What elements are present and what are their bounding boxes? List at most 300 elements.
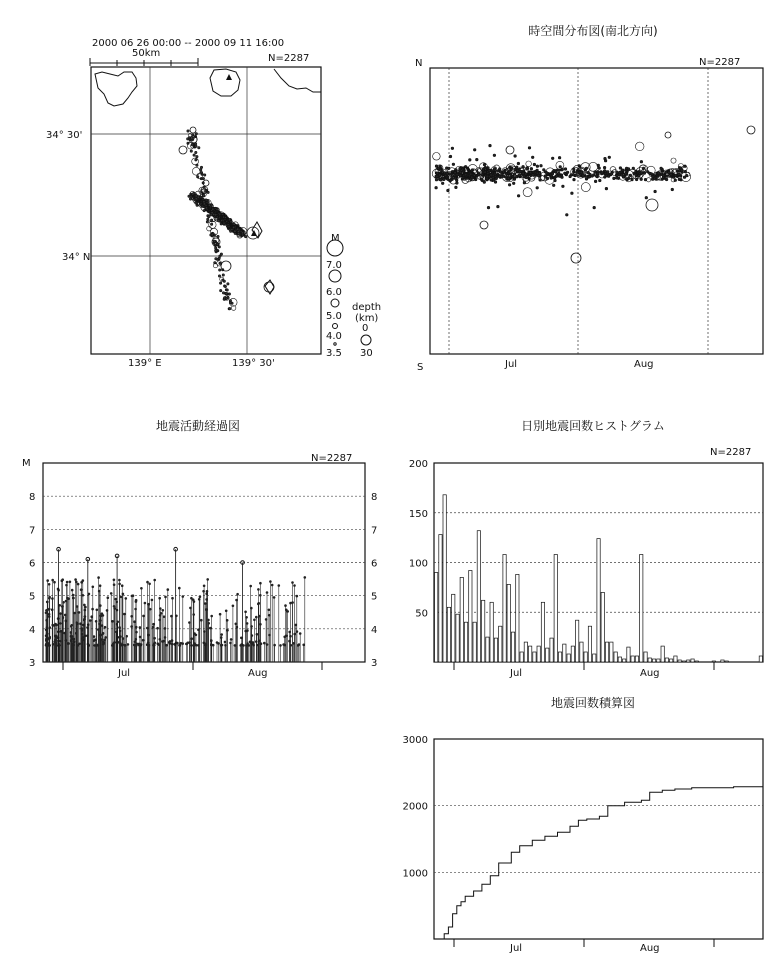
map-event-dot [206,221,208,223]
spacetime-event [640,172,643,175]
magtime-event-dot [290,644,293,647]
legend-m-3-5: 3.5 [326,348,342,359]
izu-peninsula-coast [274,69,321,92]
legend-m-title: M [331,233,340,244]
spacetime-event [436,172,439,175]
map-event-dot [193,154,195,156]
spacetime-event [649,172,652,175]
spacetime-event [647,178,651,182]
map-event-dot [195,202,197,204]
magtime-event-dot [86,634,89,637]
histogram-bar [759,656,762,662]
magtime-event-dot [236,593,239,596]
spacetime-event [559,166,562,169]
magtime-event-dot [257,644,260,647]
spacetime-event [454,177,457,180]
magtime-event-dot [159,614,162,617]
magtime-event-dot [118,641,121,644]
magtime-event-dot [100,615,103,618]
spacetime-event [666,175,669,178]
histogram-bar [503,555,506,663]
spacetime-event [455,186,458,189]
map-event-dot [220,289,222,291]
histogram-bar [452,594,455,662]
map-event-dot [200,169,202,171]
histogram-bar [721,660,724,662]
magtime-event-dot [205,608,208,611]
histogram-bar [682,661,685,662]
magtime-event-dot [209,627,212,630]
spacetime-event [595,175,598,178]
map-event-dot [187,130,189,132]
spacetime-event [620,174,623,177]
map-event-dot [205,207,207,209]
spacetime-event [619,167,622,170]
spacetime-event [610,173,613,176]
spacetime-event [525,176,528,179]
spacetime-event [645,196,648,199]
magtime-event-dot [84,609,87,612]
magtime-event-dot [188,621,191,624]
magtime-event-dot [271,584,274,587]
magtime-event-dot [235,623,238,626]
histogram-bar [482,600,485,662]
magtime-event-dot [164,627,167,630]
histogram-bar [691,659,694,662]
spacetime-event [599,179,602,182]
spacetime-event [585,167,588,170]
spacetime-event [621,169,624,172]
map-event-dot [234,230,236,232]
magtime-event-dot [161,640,164,643]
spacetime-event [671,188,674,191]
magtime-event-dot [269,580,272,583]
magtime-event-dot [259,594,262,597]
spacetime-event [497,205,500,208]
magtime-event-dot [244,611,247,614]
spacetime-event [674,174,677,177]
magtime-event-dot [140,587,143,590]
magtime-event-dot [98,623,101,626]
spacetime-event [624,173,627,176]
spacetime-event [662,174,665,177]
spacetime-event [674,179,677,182]
histogram-bar [657,659,660,662]
map-event-large [179,146,187,154]
histogram-tick-jul: Jul [510,668,523,679]
spacetime-event [566,214,569,217]
magtime-event-dot [188,641,191,644]
lat-label-34n: 34° N [62,252,91,263]
magtime-event-dot [164,596,167,599]
map-event-dot [189,198,191,200]
magtime-event-dot [118,626,121,629]
spacetime-event [594,171,597,174]
magtime-event-dot [72,597,75,600]
magtime-event-dot [70,638,73,641]
spacetime-events [432,126,755,263]
spacetime-south-label: S [417,362,424,373]
spacetime-event [490,179,493,182]
magtime-event-dot [190,644,193,647]
spacetime-tick-jul: Jul [505,359,518,370]
histogram-bar [687,660,690,662]
magtime-event-dot [122,593,125,596]
magtime-event-dot [67,642,70,645]
magtime-event-dot [265,618,268,621]
spacetime-event [459,174,462,177]
spacetime-event [451,176,454,179]
magtime-event-dot [69,581,72,584]
spacetime-event [627,168,630,171]
spacetime-event [588,176,591,179]
map-event-dot [196,155,198,157]
magtime-event-dot [246,622,249,625]
magtime-event-dot [72,594,75,597]
magtime-event-dot [171,597,174,600]
spacetime-event [493,154,496,157]
magtime-event-dot [78,611,81,614]
histogram-ytick: 100 [408,558,428,570]
spacetime-event [566,171,569,174]
map-event-dot [192,167,200,175]
magtime-event-dot [101,633,104,636]
magtime-event-dot [142,639,145,642]
spacetime-event-large [747,126,755,134]
magtime-tick-aug: Aug [248,668,268,679]
histogram-bar [665,658,668,662]
magtime-event-dot [98,590,101,593]
magnitude-legend [326,233,343,359]
magtime-event-dot [59,622,62,625]
spacetime-event [452,163,455,166]
spacetime-event [480,178,483,181]
magtime-ylabel: M [22,458,31,469]
spacetime-event [640,160,643,163]
map-event-dot [219,269,221,271]
magtime-event-dot [121,643,124,646]
magtime-event-dot [273,644,276,647]
spacetime-event [443,178,446,181]
depth-legend [352,302,381,359]
cumulative-panel [403,695,763,954]
spacetime-event [486,175,489,178]
spacetime-event [499,170,502,173]
magtime-event-dot [93,635,96,638]
spacetime-event [627,177,630,180]
spacetime-event [517,162,520,165]
histogram-bar [644,652,647,662]
histogram-bar [546,648,549,662]
spacetime-event [671,158,676,163]
map-event-dot [223,297,225,299]
spacetime-event [546,177,549,180]
magtime-event-dot [163,615,166,618]
toshima-island [210,69,240,96]
magtime-event-dot [190,637,193,640]
magtime-event-dot [111,644,114,647]
spacetime-frame [430,68,763,354]
magtime-event-dot [148,583,151,586]
histogram-panel [409,418,763,679]
map-event-dot [210,219,212,221]
map-event-dot [228,218,230,220]
spacetime-event [608,156,611,159]
spacetime-event [513,178,516,181]
map-event-dot [195,151,197,153]
spacetime-event [516,169,519,172]
spacetime-event [605,187,608,190]
magtime-event-dot [99,619,102,622]
histogram-tick-aug: Aug [640,668,660,679]
spacetime-event [685,174,688,177]
histogram-bar [670,659,673,662]
magtime-event-dot [200,619,203,622]
map-events [179,127,274,310]
magtime-event-dot [205,592,208,595]
spacetime-event [581,183,590,192]
map-event-dot [207,218,209,220]
magtime-event-dot [255,616,258,619]
magtime-event-dot [151,599,154,602]
map-event-dot [210,223,212,225]
spacetime-event [598,167,601,170]
magtime-event-dot [278,584,281,587]
map-event-dot [195,195,197,197]
magtime-event-dot [119,630,122,633]
magtime-event-dot [162,609,165,612]
spacetime-event [576,171,579,174]
magtime-event-dot [71,589,74,592]
spacetime-event [616,177,619,180]
spacetime-event [514,155,517,158]
map-event-dot [191,144,193,146]
magtime-event-dot [193,600,196,603]
spacetime-event [461,168,464,171]
spacetime-event [582,175,585,178]
magtime-event-dot [253,619,256,622]
magtime-event-dot [217,642,220,645]
magtime-event-dot [97,576,100,579]
cumulative-frame [434,739,763,939]
magtime-event-dot [77,583,80,586]
cumulative-ytick: 2000 [402,801,428,813]
spacetime-event [573,178,576,181]
spacetime-event [554,170,557,173]
spacetime-event [448,167,451,170]
spacetime-event [559,175,562,178]
legend-depth-0: 0 [362,323,369,334]
magtime-event-dot [91,608,94,611]
magtime-event-dot [97,628,100,631]
magtime-event-dot [131,595,134,598]
spacetime-event [525,173,528,176]
magtime-event-dot [84,615,87,618]
cumulative-line [440,787,763,940]
magtime-event-dot [302,644,305,647]
spacetime-event [469,173,472,176]
map-event-dot [220,253,222,255]
spacetime-event [604,159,607,162]
magtime-event-dot [230,638,233,641]
magtime-event-dot [299,632,302,635]
magtime-event-dot [259,623,262,626]
spacetime-event [678,173,681,176]
spacetime-event [616,171,619,174]
spacetime-event-large [480,221,488,229]
spacetime-event [644,178,647,181]
histogram-bar [648,658,651,662]
spacetime-event [533,163,536,166]
map-event-dot [202,177,204,179]
magtime-event-dot [212,644,215,647]
map-event-dot [225,292,227,294]
histogram-bar [507,584,510,662]
spacetime-event [536,187,539,190]
spacetime-event [530,167,533,170]
spacetime-event [593,206,596,209]
magtime-event-dot [189,607,192,610]
magtime-title: 地震活動経過図 [155,419,241,433]
map-event-dot [218,246,220,248]
spacetime-event [449,155,452,158]
spacetime-event [494,181,497,184]
magtime-event-dot [295,624,298,627]
magtime-event-dot [51,579,54,582]
magtime-event-dot [229,642,232,645]
map-event-large [221,261,231,271]
histogram-bar [571,646,574,662]
magtime-event-dot [156,627,159,630]
spacetime-event [562,185,565,188]
magtime-event-dot [55,644,58,647]
spacetime-event [476,158,479,161]
magtime-event-dot [65,584,68,587]
spacetime-event [459,167,462,170]
map-event-dot [222,292,224,294]
magtime-event-dot [84,606,87,609]
histogram-bar [473,622,476,662]
spacetime-event [441,182,444,185]
spacetime-event [497,170,500,173]
magtime-ytick-right: 7 [371,525,378,537]
spacetime-event [483,163,486,166]
spacetime-event [517,195,520,198]
magtime-event-dot [182,595,185,598]
spacetime-event [447,189,450,192]
magtime-event-dot [48,596,51,599]
histogram-bar [627,647,630,662]
spacetime-event [433,153,441,161]
map-event-dot [208,215,210,217]
magtime-event-dot [210,615,213,618]
magtime-event-dot [178,587,181,590]
magtime-event-dot [206,578,209,581]
map-event-dot [215,249,217,251]
magtime-event-dot [152,623,155,626]
spacetime-event [488,169,491,172]
spacetime-event [490,174,493,177]
magtime-event-dot [284,604,287,607]
magtime-event-dot [48,583,51,586]
spacetime-event [449,173,452,176]
histogram-bar [618,657,621,662]
spacetime-event [454,171,457,174]
map-event-dot [218,275,220,277]
magtime-event-dot [61,605,64,608]
map-event-dot [195,159,197,161]
magtime-event-dot [220,644,223,647]
histogram-bar [456,614,459,662]
magtime-event-dot [263,642,266,645]
magtime-event-dot [123,613,126,616]
spacetime-event-large [506,146,514,154]
map-event-dot [218,220,220,222]
magtime-event-dot [199,595,202,598]
map-event-dot [230,230,232,232]
magtime-event-dot [125,597,128,600]
histogram-ytick: 50 [415,608,428,620]
histogram-bar [712,661,715,662]
spacetime-event [670,173,673,176]
spacetime-event [518,174,521,177]
histogram-bar [464,622,467,662]
legend-m-5: 5.0 [326,311,342,322]
histogram-bar [460,577,463,662]
magtime-event-dot [110,592,113,595]
magtime-event-dot [90,615,93,618]
magtime-event-dot [298,643,301,646]
spacetime-event [594,180,597,183]
magtime-event-dot [46,579,49,582]
magtime-event-dot [257,588,260,591]
magtime-event-dot [219,613,222,616]
histogram-bar [520,652,523,662]
magtime-event-dot [53,641,56,644]
spacetime-event [607,175,610,178]
magtime-ytick-right: 5 [371,591,378,603]
magtime-event-dot [259,582,262,585]
magtime-ytick-left: 3 [29,658,36,669]
histogram-bar [580,642,583,662]
histogram-bar [610,642,613,662]
spacetime-event [643,172,646,175]
magtime-event-dot [104,636,107,639]
histogram-bar [695,661,698,662]
map-event-dot [232,226,234,228]
spacetime-event [591,175,594,178]
map-event-dot [226,289,228,291]
map-event-dot [229,301,231,303]
spacetime-event [618,171,621,174]
histogram-bar [623,659,626,662]
legend-depth-title: depth [352,302,382,313]
magtime-event-dot [179,644,182,647]
histogram-bar [477,531,480,662]
spacetime-event [441,170,444,173]
magtime-event-dot [250,607,253,610]
histogram-bar [601,592,604,662]
map-event-dot [227,283,229,285]
spacetime-event [459,171,462,174]
spacetime-event [536,165,539,168]
map-event-dot [224,285,226,287]
magtime-event-dot [293,584,296,587]
spacetime-event [531,156,534,159]
magtime-event-dot [158,597,161,600]
spacetime-event [528,147,531,150]
spacetime-event [580,171,583,174]
